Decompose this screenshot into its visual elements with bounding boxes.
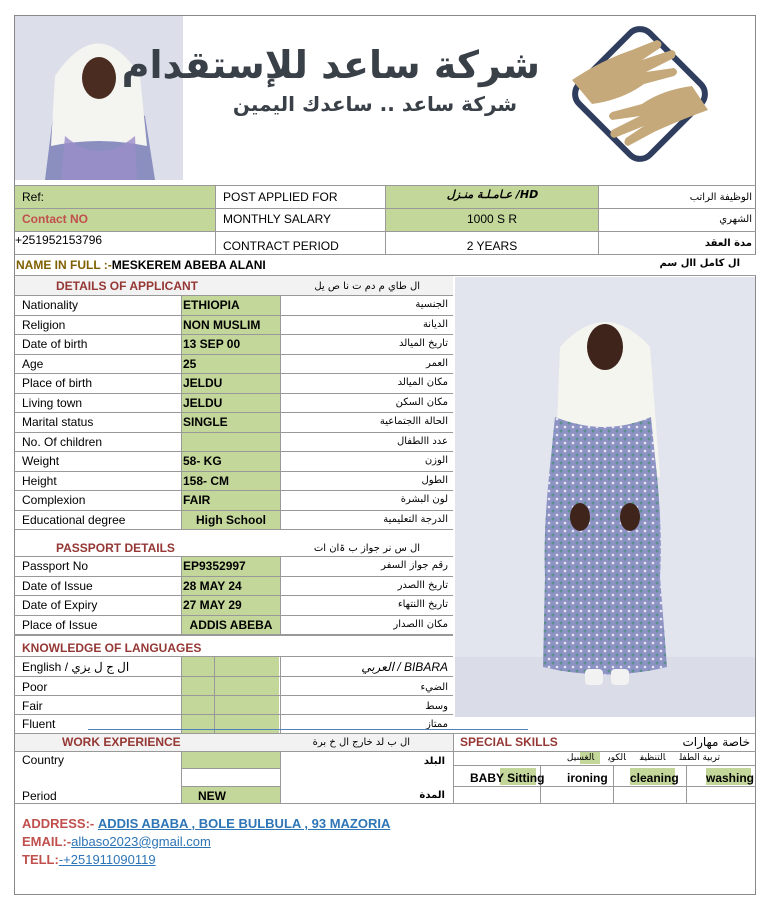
monthly-salary-label-ar: الشهري <box>719 214 752 225</box>
tel-label: TELL: <box>22 852 59 867</box>
skills-section-title-ar: خاصة مهارات <box>682 735 750 749</box>
email-link[interactable]: albaso2023@gmail.com <box>71 834 211 849</box>
name-label-text: NAME IN FULL :- <box>16 258 112 272</box>
passport-value: ADDIS ABEBA <box>189 617 273 632</box>
passport-label: Passport No <box>22 559 89 573</box>
applicant-label-ar: عدد االطفال <box>396 435 448 447</box>
skills-ar-row <box>470 751 720 765</box>
passport-value: 28 MAY 24 <box>183 578 242 593</box>
contract-period-value: 2 YEARS <box>466 239 518 253</box>
applicant-label-ar: الدرجة التعليمية <box>383 513 448 525</box>
applicant-label: Age <box>22 356 44 371</box>
full-name: MESKEREM ABEBA ALANI <box>111 258 266 272</box>
tel-line <box>22 852 156 868</box>
applicant-label: Place of birth <box>22 376 93 390</box>
hands-logo-icon <box>562 20 718 170</box>
applicant-label-ar: العمر <box>426 357 448 369</box>
applicant-col-divider <box>280 295 281 529</box>
lang-fair-ar: وسط <box>425 701 448 712</box>
full-body-photo <box>455 277 755 717</box>
passport-value: EP9352997 <box>183 559 246 573</box>
applicant-label-ar: الديانة <box>422 318 448 330</box>
country-label-ar: البلد <box>423 756 445 767</box>
passport-label-ar: مكان االصدار <box>393 618 448 630</box>
post-applied-value: HD/ عـامـلـة منـزل <box>446 188 539 201</box>
applicant-value: NON MUSLIM <box>183 317 261 332</box>
applicant-label-ar: الطول <box>421 474 448 486</box>
passport-value: 27 MAY 29 <box>183 598 242 612</box>
skills-section-title: SPECIAL SKILLS <box>460 735 558 749</box>
contact-phone: +251952153796 <box>15 233 103 247</box>
applicant-value: 13 SEP 00 <box>183 337 241 351</box>
period-label-ar: المدة <box>419 790 445 801</box>
passport-section-title-ar: ال س نر جواز ب ۃان ات <box>313 543 420 554</box>
skill-ironing: ironing <box>567 771 608 785</box>
period-label: Period <box>22 789 57 803</box>
email-label: EMAIL:- <box>22 834 72 849</box>
lang-fair: Fair <box>22 699 43 713</box>
work-section-title: WORK EXPERIENCE <box>62 735 181 749</box>
work-section-title-ar: ال ب لد خارج ال خ برة <box>312 737 410 748</box>
passport-label: Place of Issue <box>22 617 98 632</box>
post-applied-label: POST APPLIED FOR <box>223 190 338 204</box>
monthly-salary-label: MONTHLY SALARY <box>223 212 332 226</box>
applicant-label: Weight <box>22 454 60 468</box>
applicant-value: JELDU <box>183 376 223 390</box>
passport-label: Date of Issue <box>22 578 93 593</box>
applicant-value-cell <box>182 433 280 452</box>
skill-baby-sitting: BABY Sitting <box>470 771 545 785</box>
portrait-photo <box>15 16 183 180</box>
passport-col-divider <box>181 556 182 634</box>
lang-fluent-ar: ممتاز <box>425 719 448 730</box>
company-name-ar: شركة ساعد للإستقدام <box>121 43 540 87</box>
country-label: Country <box>22 753 65 767</box>
applicant-label: Date of birth <box>22 337 88 351</box>
address-label: ADDRESS:- <box>22 816 95 831</box>
monthly-salary-value: 1000 S R <box>466 212 518 226</box>
applicant-label-ar: مكان السكن <box>395 396 448 408</box>
skill-ar-item: الكوي <box>608 753 626 763</box>
applicant-label: Complexion <box>22 493 86 507</box>
applicant-label-ar: لون البشرة <box>400 494 448 505</box>
lang-poor: Poor <box>22 680 48 694</box>
languages-section-title: KNOWLEDGE OF LANGUAGES <box>22 641 202 655</box>
applicant-label: Nationality <box>22 298 79 312</box>
company-logo-text <box>121 35 550 125</box>
lang-poor-ar: الضيء <box>420 682 448 693</box>
applicant-label: Educational degree <box>22 512 126 527</box>
skill-ar-item: تربية الطفل <box>679 753 720 763</box>
passport-label: Date of Expiry <box>22 598 98 612</box>
applicant-label: Marital status <box>22 415 94 429</box>
name-label-ar: ال كامل اال سم <box>659 258 740 269</box>
post-applied-label-ar: الوظيفة الراتب <box>689 192 752 203</box>
ref-label: Ref: <box>22 190 45 204</box>
applicant-label: Living town <box>22 395 83 410</box>
applicant-value: 25 <box>183 356 197 371</box>
address-line <box>22 816 390 832</box>
applicant-value: ETHIOPIA <box>183 298 240 312</box>
applicant-col-divider <box>181 295 182 529</box>
english-label: English / ال ج ل يزي <box>22 660 130 674</box>
applicant-section-title: DETAILS OF APPLICANT <box>56 279 198 293</box>
skill-ar-item: الغسيل <box>566 753 595 763</box>
applicant-value-cell <box>182 355 280 374</box>
applicant-value: SINGLE <box>183 415 228 429</box>
applicant-label: No. Of children <box>22 434 103 449</box>
contract-period-label: CONTRACT PERIOD <box>223 239 339 253</box>
applicant-label: Height <box>22 473 57 488</box>
address-link[interactable]: ADDIS ABABA , BOLE BULBULA , 93 MAZORIA <box>97 816 391 831</box>
applicant-label-ar: الحالة االجتماعية <box>379 416 448 427</box>
contract-period-label-ar: مدة العقد <box>704 238 752 249</box>
applicant-value: 58- KG <box>183 454 222 468</box>
applicant-value: High School <box>196 512 266 527</box>
applicant-label-ar: الوزن <box>424 455 448 466</box>
lang-fluent: Fluent <box>22 717 56 731</box>
company-slogan-ar: شركة ساعد .. ساعدك اليمين <box>232 92 518 116</box>
applicant-value: 158- CM <box>183 473 230 488</box>
applicant-value: JELDU <box>183 395 223 410</box>
period-value: NEW <box>198 789 226 803</box>
contact-label: Contact NO <box>22 212 88 226</box>
name-label <box>16 258 266 272</box>
applicant-value: FAIR <box>183 493 211 507</box>
skill-washing: washing <box>706 771 755 785</box>
passport-label-ar: تاريخ االنتهاء <box>397 599 448 610</box>
passport-label-ar: رقم جواز السفر <box>381 560 448 571</box>
passport-label-ar: تاريخ االصدر <box>397 579 448 591</box>
passport-col-divider <box>280 556 281 634</box>
applicant-label-ar: مكان الميالد <box>397 377 448 388</box>
tel-link[interactable]: -+251911090119 <box>58 852 156 867</box>
applicant-section-title-ar: ال طاي م دم ت نا ص يل <box>314 281 420 292</box>
skill-cleaning: cleaning <box>630 771 679 785</box>
applicant-label-ar: تاريخ الميالد <box>398 338 448 349</box>
arabic-label: العربي / BIBARA <box>361 660 448 674</box>
applicant-label: Religion <box>22 317 66 332</box>
skill-ar-item: التنظيف <box>639 753 666 763</box>
email-line <box>22 834 211 850</box>
passport-section-title: PASSPORT DETAILS <box>56 541 175 555</box>
applicant-label-ar: الجنسية <box>415 299 448 310</box>
